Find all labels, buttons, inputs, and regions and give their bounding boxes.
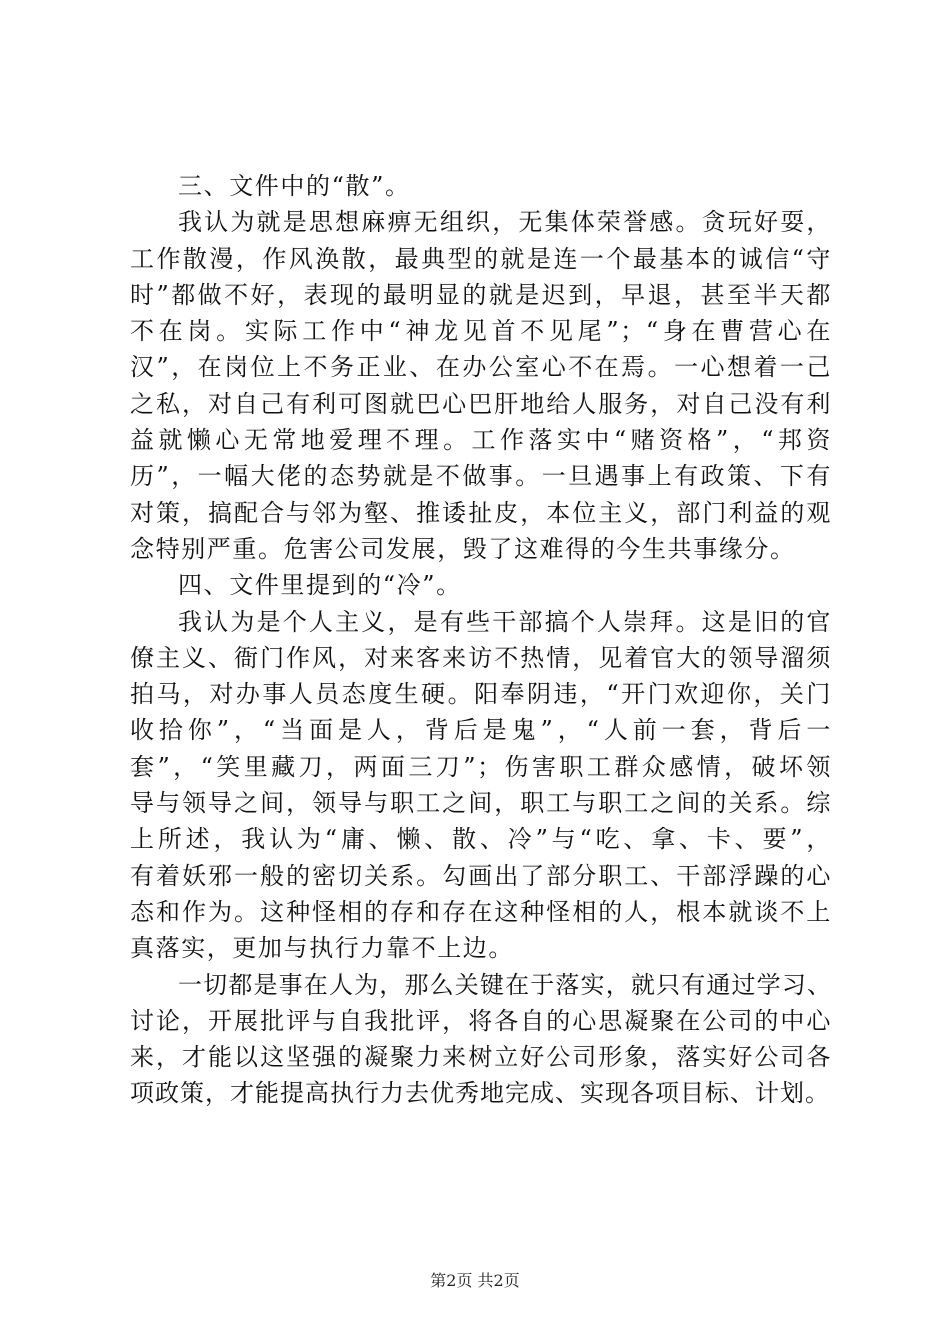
text-line: 历”，一幅大佬的态势就是不做事。一旦遇事上有政策、下有 bbox=[130, 462, 832, 491]
text-line: 汉”，在岗位上不务正业、在办公室心不在焉。一心想着一己 bbox=[130, 353, 832, 382]
text-line: 收拾你”，“当面是人，背后是鬼”，“人前一套，背后一 bbox=[130, 716, 832, 745]
text-line: 真落实，更加与执行力靠不上边。 bbox=[130, 934, 514, 963]
text-line: 项政策，才能提高执行力去优秀地完成、实现各项目标、计划。 bbox=[130, 1079, 830, 1108]
text-line: 对策，搞配合与邻为壑、推诿扯皮，本位主义，部门利益的观 bbox=[130, 498, 832, 527]
text-line: 三、文件中的“散”。 bbox=[178, 172, 411, 200]
text-line: 四、文件里提到的“冷”。 bbox=[178, 571, 462, 600]
text-line: 僚主义、衙门作风，对来客来访不热情，见着官大的领导溜须 bbox=[130, 643, 832, 672]
text-line: 有着妖邪一般的密切关系。勾画出了部分职工、干部浮躁的心 bbox=[130, 861, 832, 890]
text-line: 态和作为。这种怪相的存和存在这种怪相的人，根本就谈不上 bbox=[130, 897, 832, 926]
text-line: 之私，对自己有利可图就巴心巴肝地给人服务，对自己没有利 bbox=[130, 389, 832, 418]
text-line: 套”，“笑里藏刀，两面三刀”；伤害职工群众感情，破坏领 bbox=[130, 752, 832, 781]
text-line: 益就懒心无常地爱理不理。工作落实中“赌资格”，“邦资 bbox=[130, 426, 832, 455]
text-line: 一切都是事在人为，那么关键在于落实，就只有通过学习、 bbox=[178, 970, 832, 999]
text-line: 念特别严重。危害公司发展，毁了这难得的今生共事缘分。 bbox=[130, 534, 796, 563]
text-line: 讨论，开展批评与自我批评，将各自的心思凝聚在公司的中心 bbox=[130, 1006, 832, 1035]
text-line: 不在岗。实际工作中“神龙见首不见尾”；“身在曹营心在 bbox=[130, 317, 832, 346]
text-line: 时”都做不好，表现的最明显的就是迟到，早退，甚至半天都 bbox=[130, 280, 832, 309]
text-line: 工作散漫，作风涣散，最典型的就是连一个最基本的诚信“守 bbox=[130, 244, 832, 273]
text-line: 我认为就是思想麻痹无组织，无集体荣誉感。贪玩好耍， bbox=[178, 208, 832, 237]
text-line: 我认为是个人主义，是有些干部搞个人崇拜。这是旧的官 bbox=[178, 607, 832, 636]
text-line: 拍马，对办事人员态度生硬。阳奉阴违，“开门欢迎你，关门 bbox=[130, 680, 832, 709]
text-line: 上所述，我认为“庸、懒、散、冷”与“吃、拿、卡、要”， bbox=[130, 825, 832, 854]
text-line: 来，才能以这坚强的凝聚力来树立好公司形象，落实好公司各 bbox=[130, 1043, 832, 1072]
page-footer: 第2页 共2页 bbox=[430, 1271, 520, 1290]
document-body bbox=[130, 168, 832, 1112]
text-line: 导与领导之间，领导与职工之间，职工与职工之间的关系。综 bbox=[130, 789, 832, 818]
